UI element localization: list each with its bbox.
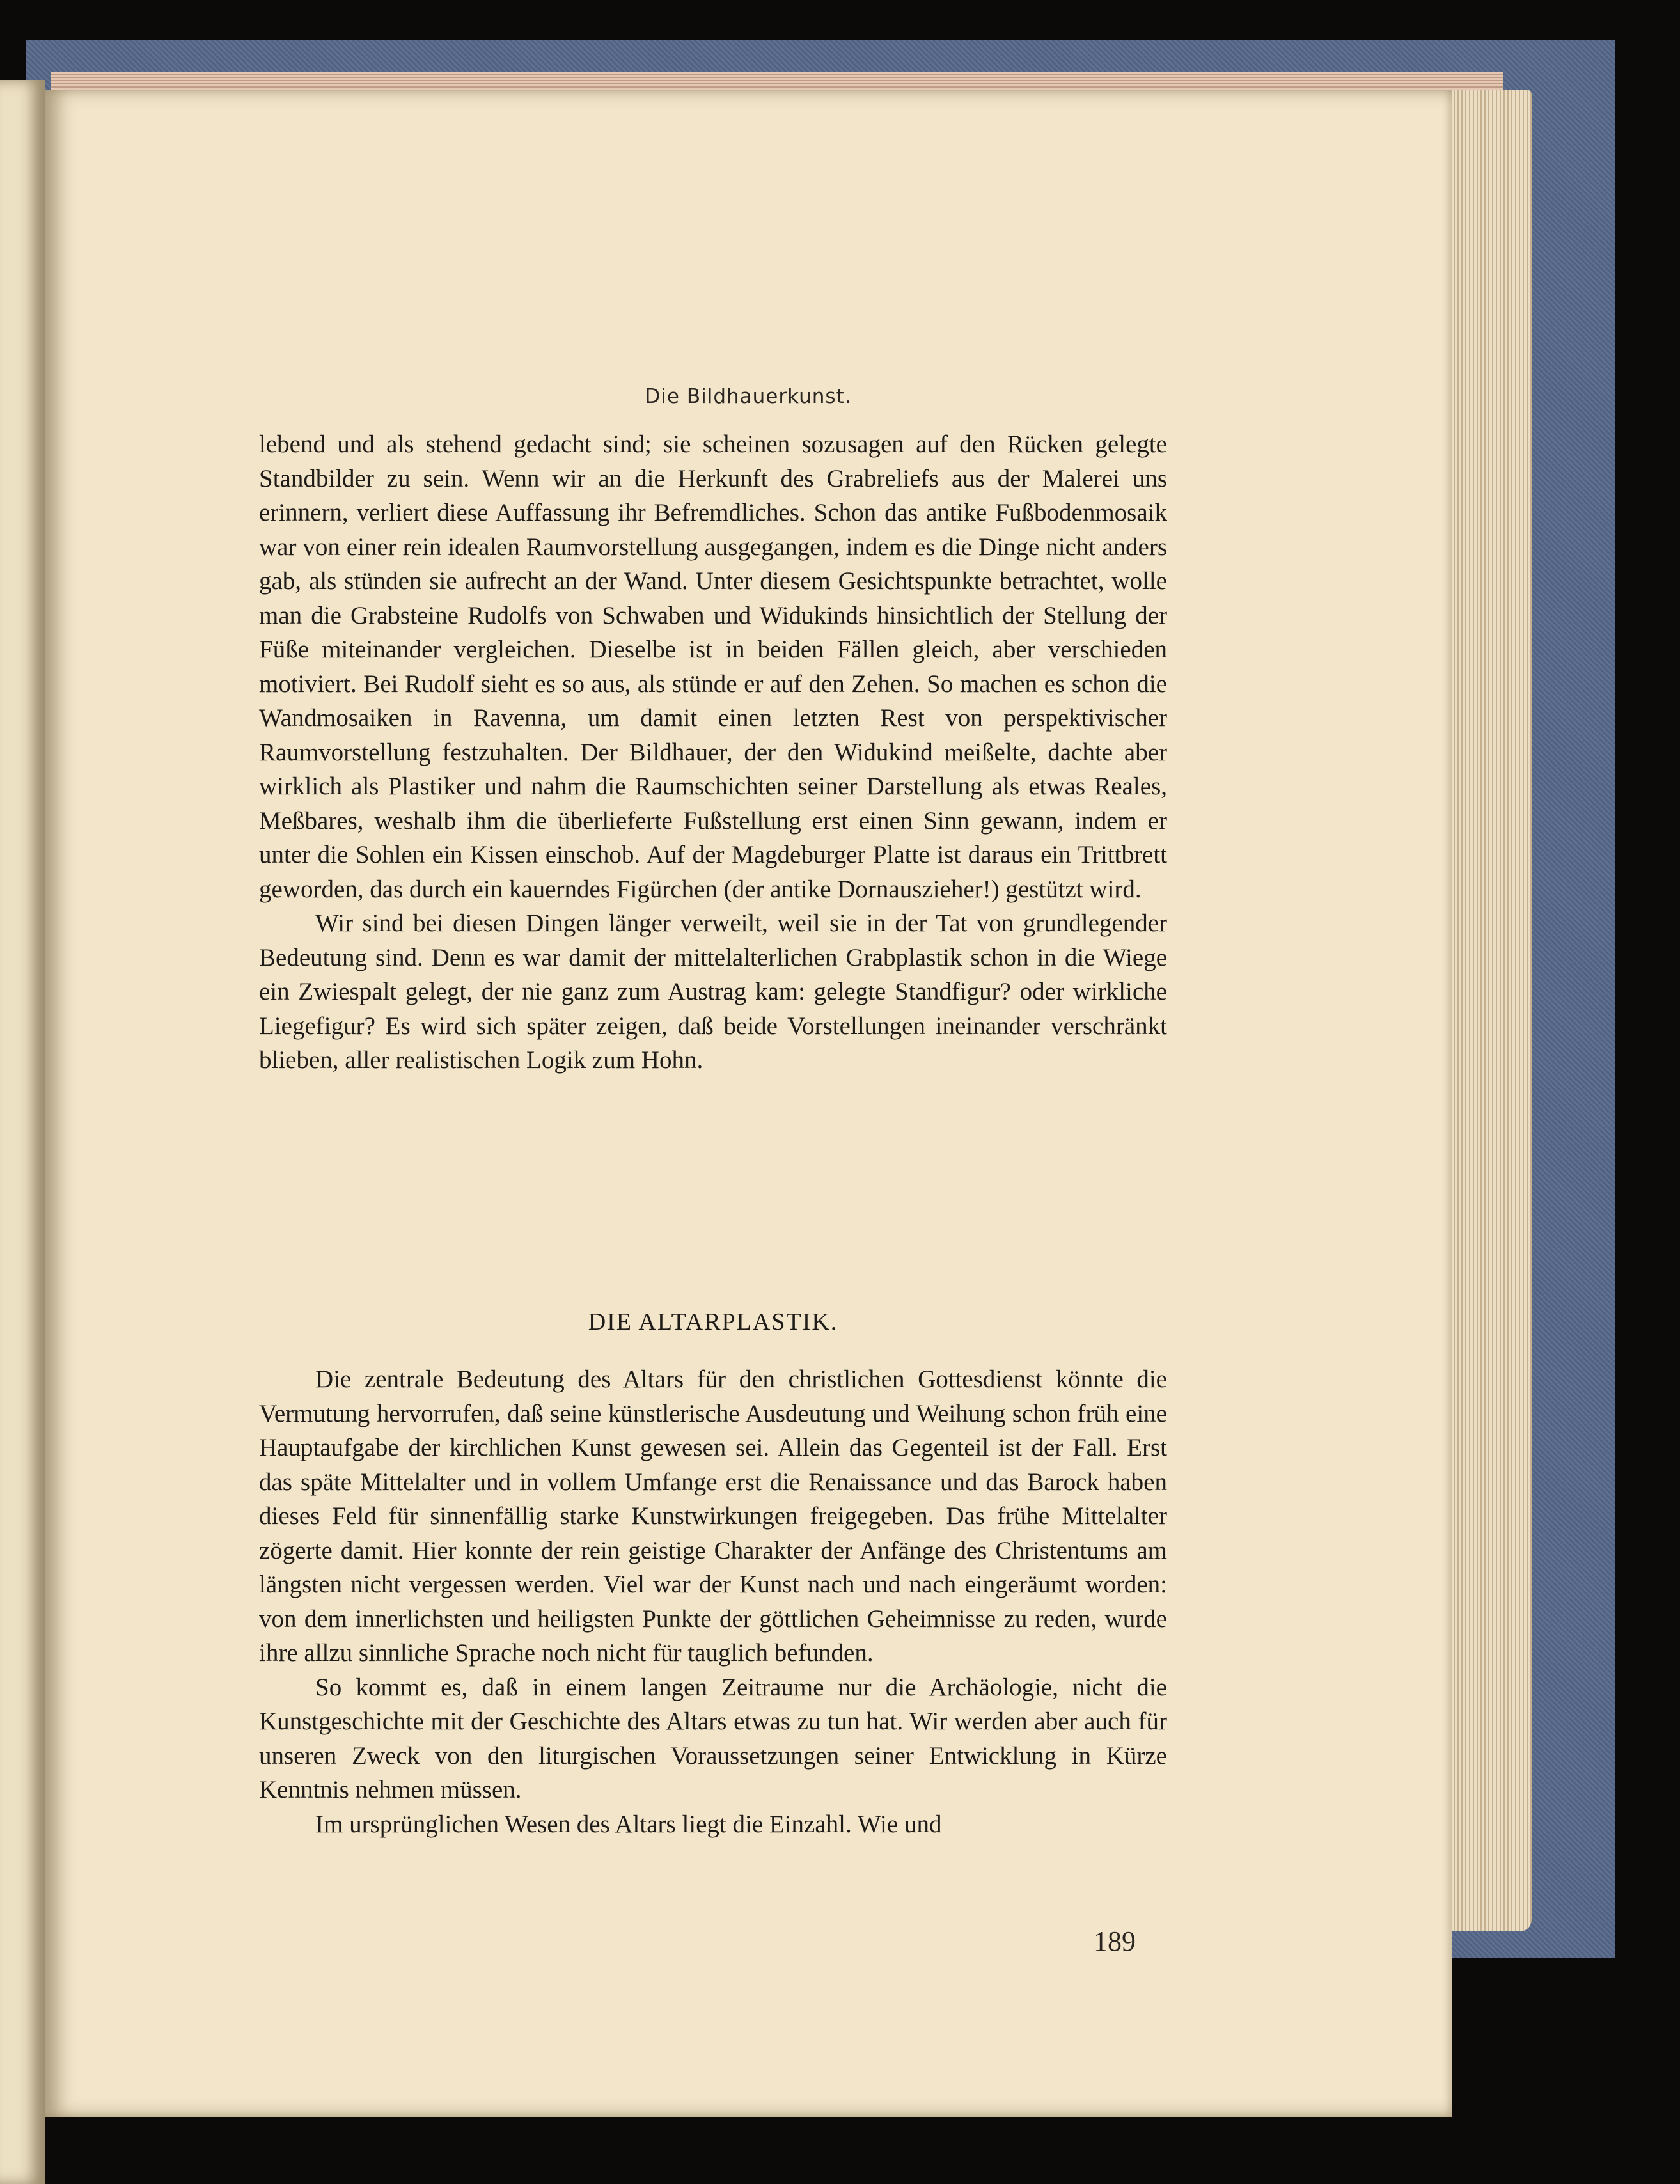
- paragraph: Im ursprünglichen Wesen des Altars liegt die Einzahl. Wie und: [315, 1810, 942, 1838]
- running-head: Die Bildhauerkunst.: [645, 385, 852, 408]
- body-text-part2: [259, 1362, 1167, 1841]
- paragraph: Die zentrale Bedeutung des Altars für den christlichen Gottesdienst könnte die Vermutung hervorrufen, daß seine künstlerische Ausdeutung und Weihung schon früh eine Hauptaufgabe der kirchlichen Kunst gewesen sei. Allein das Gegenteil ist der Fall. Erst das späte Mittelalter und in vollem Umfange erst die Renaissance und das Barock haben dieses Feld für sinnenfällig starke Kunstwirkungen freigegeben. Das frühe Mittelalter zögerte damit. Hier konnte der rein geistige Charakter der Anfänge des Christentums am längsten nicht vergessen werden. Viel war der Kunst nach und nach eingeräumt worden: von dem innerlichsten und heiligsten Punkte der göttlichen Geheimnisse zu reden, wurde ihre allzu sinnliche Sprache noch nicht für tauglich befunden.: [259, 1365, 1167, 1667]
- section-heading: DIE ALTARPLASTIK.: [588, 1308, 838, 1335]
- paragraph: So kommt es, daß in einem langen Zeitraume nur die Archäologie, nicht die Kunstgeschichte mit der Geschichte des Altars etwas zu tun hat. Wir werden aber auch für unseren Zweck von den liturgischen Voraussetzungen seiner Entwicklung in Kürze Kenntnis nehmen müssen.: [259, 1673, 1167, 1803]
- paragraph: Wir sind bei diesen Dingen länger verweilt, weil sie in der Tat von grundlegender Bedeutung sind. Denn es war damit der mittelalterlichen Grabplastik schon in die Wiege ein Zwiespalt gelegt, der nie ganz zum Austrag kam: gelegte Standfigur? oder wirkliche Liegefigur? Es wird sich später zeigen, daß beide Vorstellungen ineinander verschränkt blieben, aller realistischen Logik zum Hohn.: [259, 909, 1167, 1074]
- page-block-fore-edge: [1442, 90, 1532, 1931]
- facing-page-edge: [0, 80, 45, 2184]
- page-number: 189: [1094, 1926, 1136, 1957]
- paragraph: lebend und als stehend gedacht sind; sie scheinen sozusagen auf den Rücken gelegte Standbilder zu sein. Wenn wir an die Herkunft des Grabreliefs aus der Malerei uns erinnern, verliert diese Auffassung ihr Befremdliches. Schon das antike Fußbodenmosaik war von einer rein idealen Raumvorstellung ausgegangen, indem es die Dinge nicht anders gab, als stünden sie aufrecht an der Wand. Unter diesem Gesichtspunkte betrachtet, wolle man die Grabsteine Rudolfs von Schwaben und Widukinds hinsichtlich der Stellung der Füße miteinander vergleichen. Dieselbe ist in beiden Fällen gleich, aber verschieden motiviert. Bei Rudolf sieht es so aus, als stünde er auf den Zehen. So machen es schon die Wandmosaiken in Ravenna, um damit einen letzten Rest von perspektivischer Raumvorstellung festzuhalten. Der Bildhauer, der den Widukind meißelte, dachte aber wirklich als Plastiker und nahm die Raumschichten seiner Darstellung als etwas Reales, Meßbares, weshalb ihm die überlieferte Fußstellung erst einen Sinn gewann, indem er unter die Sohlen ein Kissen einschob. Auf der Magdeburger Platte ist daraus ein Trittbrett geworden, das durch ein kauerndes Figürchen (der antike Dornauszieher!) gestützt wird.: [259, 430, 1167, 903]
- book-page: [45, 90, 1452, 2117]
- body-text-part1: [259, 427, 1167, 1078]
